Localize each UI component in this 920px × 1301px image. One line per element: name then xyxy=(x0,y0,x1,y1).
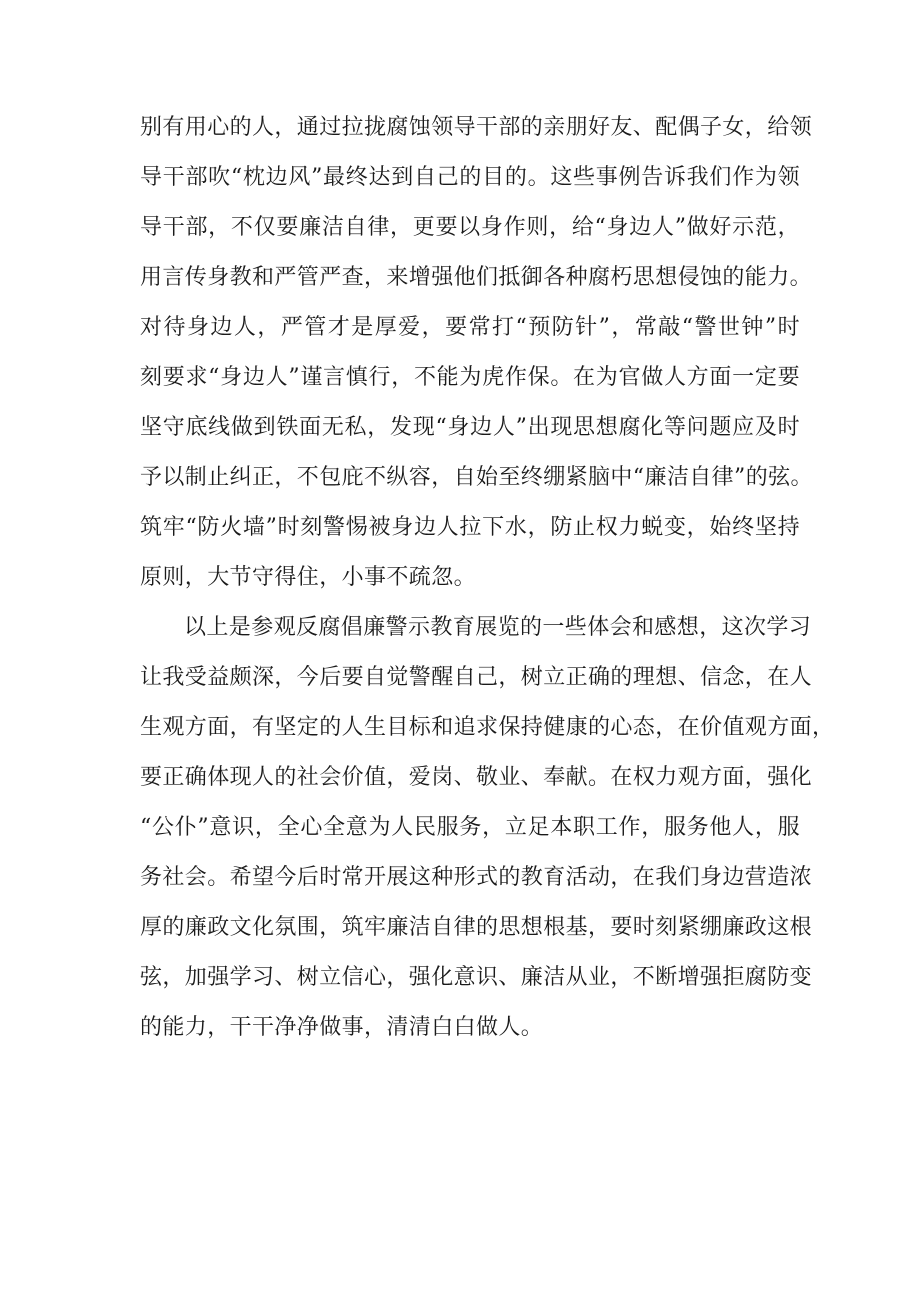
text-line: 厚的廉政文化氛围，筑牢廉洁自律的思想根基，要时刻紧绷廉政这根 xyxy=(140,915,813,940)
text-line: “公仆”意识，全心全意为人民服务，立足本职工作，服务他人，服 xyxy=(140,815,800,840)
text-line: 予以制止纠正，不包庇不纵容，自始至终绷紧脑中“廉洁自律”的弦。 xyxy=(140,465,813,490)
text-line: 以上是参观反腐倡廉警示教育展览的一些体会和感想，这次学习 xyxy=(184,615,812,640)
text-line: 用言传身教和严管严查，来增强他们抵御各种腐朽思想侵蚀的能力。 xyxy=(140,265,813,290)
text-line: 务社会。希望今后时常开展这种形式的教育活动，在我们身边营造浓 xyxy=(140,865,813,890)
text-line: 坚守底线做到铁面无私，发现“身边人”出现思想腐化等问题应及时 xyxy=(140,415,800,440)
text-line: 筑牢“防火墙”时刻警惕被身边人拉下水，防止权力蜕变，始终坚持 xyxy=(140,515,800,540)
text-line: 弦，加强学习、树立信心，强化意识、廉洁从业，不断增强拒腐防变 xyxy=(140,965,813,990)
text-line: 刻要求“身边人”谨言慎行，不能为虎作保。在为官做人方面一定要 xyxy=(140,365,800,390)
text-line: 的能力，干干净净做事，清清白白做人。 xyxy=(140,1015,544,1040)
text-line: 原则，大节守得住，小事不疏忽。 xyxy=(140,565,477,590)
text-line: 导干部，不仅要廉洁自律，更要以身作则，给“身边人”做好示范， xyxy=(140,215,800,240)
text-line: 对待身边人，严管才是厚爱，要常打“预防针”，常敲“警世钟”时 xyxy=(140,315,800,340)
text-line: 要正确体现人的社会价值，爱岗、敬业、奉献。在权力观方面，强化 xyxy=(140,765,813,790)
text-line: 导干部吹“枕边风”最终达到自己的目的。这些事例告诉我们作为领 xyxy=(140,165,800,190)
text-line: 让我受益颇深，今后要自觉警醒自己，树立正确的理想、信念，在人 xyxy=(140,665,813,690)
text-line: 别有用心的人，通过拉拢腐蚀领导干部的亲朋好友、配偶子女，给领 xyxy=(140,115,813,140)
text-line: 生观方面，有坚定的人生目标和追求保持健康的心态，在价值观方面， xyxy=(140,715,835,740)
